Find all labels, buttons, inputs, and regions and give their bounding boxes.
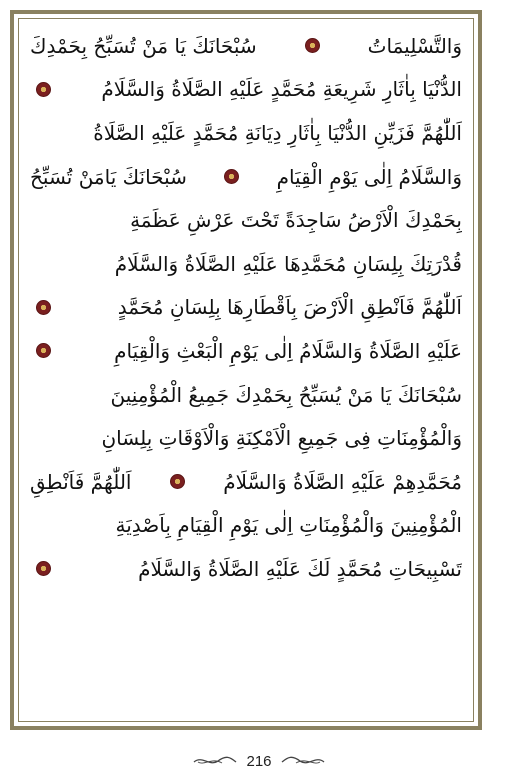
rosette-icon bbox=[36, 561, 51, 576]
text-segment: وَالتَّسْلِيمَاتُ bbox=[367, 33, 462, 58]
text-line bbox=[30, 24, 462, 68]
rosette-icon bbox=[36, 343, 51, 358]
text-segment: مُحَمَّدِهِمْ عَلَيْهِ الصَّلَاةُ وَالسَّلَامُ bbox=[223, 469, 462, 494]
text-segment: الْمُؤْمِنِينَ وَالْمُؤْمِنَاتِ اِلٰى يَوْمِ الْقِيَامِ بِاَصْدِيَةِ bbox=[115, 513, 462, 538]
text-line bbox=[30, 111, 462, 155]
text-segment: قُدْرَتِكَ بِلِسَانِ مُحَمَّدِهَا عَلَيْهِ الصَّلَاةُ وَالسَّلَامُ bbox=[114, 251, 462, 276]
rosette-icon bbox=[224, 169, 239, 184]
text-line bbox=[30, 460, 462, 504]
text-segment: سُبْحَانَكَ يَا مَنْ تُسَبِّحُ بِحَمْدِكَ bbox=[30, 33, 257, 58]
text-segment: وَالسَّلَامُ اِلٰى يَوْمِ الْقِيَامِ bbox=[276, 164, 462, 189]
rosette-icon bbox=[305, 38, 320, 53]
text-line bbox=[30, 286, 462, 330]
text-segment: اَللّٰهُمَّ فَاَنْطِقِ bbox=[30, 469, 132, 494]
text-segment: اَللّٰهُمَّ فَزَيِّنِ الدُّنْيَا بِاٰثَارِ دِيَانَةِ مُحَمَّدٍ عَلَيْهِ الصَّلَاةُ bbox=[93, 120, 462, 145]
left-ornament-icon bbox=[192, 753, 238, 769]
text-line bbox=[30, 329, 462, 373]
text-line bbox=[30, 504, 462, 548]
text-segment: الدُّنْيَا بِاٰثَارِ شَرِيعَةِ مُحَمَّدٍ عَلَيْهِ الصَّلَاةُ وَالسَّلَامُ bbox=[101, 77, 462, 102]
rosette-icon bbox=[36, 300, 51, 315]
text-segment: عَلَيْهِ الصَّلَاةُ وَالسَّلَامُ اِلٰى يَوْمِ الْبَعْثِ وَالْقِيَامِ bbox=[114, 338, 462, 363]
text-line bbox=[30, 155, 462, 199]
text-line bbox=[30, 373, 462, 417]
text-segment: سُبْحَانَكَ يَامَنْ تُسَبِّحُ bbox=[30, 164, 187, 189]
text-segment: وَالْمُؤْمِنَاتِ فِى جَمِيعِ الْاَمْكِنَةِ وَالْاَوْقَاتِ بِلِسَانِ bbox=[101, 426, 462, 451]
text-segment: سُبْحَانَكَ يَا مَنْ يُسَبِّحُ بِحَمْدِكَ جَمِيعُ الْمُؤْمِنِينَ bbox=[110, 382, 462, 407]
rosette-icon bbox=[170, 474, 185, 489]
arabic-text-block bbox=[30, 24, 462, 684]
right-ornament-icon bbox=[280, 753, 326, 769]
text-line bbox=[30, 242, 462, 286]
text-line bbox=[30, 416, 462, 460]
text-segment: اَللّٰهُمَّ فَاَنْطِقِ الْاَرْضَ بِاَقْطَارِهَا بِلِسَانِ مُحَمَّدٍ bbox=[117, 295, 462, 320]
text-segment: بِحَمْدِكَ الْاَرْضُ سَاجِدَةً تَحْتَ عَرْشِ عَظَمَةِ bbox=[130, 208, 462, 233]
text-line bbox=[30, 547, 462, 591]
text-segment: تَسْبِيحَاتِ مُحَمَّدٍ لَكَ عَلَيْهِ الصَّلَاةُ وَالسَّلَامُ bbox=[138, 556, 462, 581]
text-line bbox=[30, 68, 462, 112]
page-footer bbox=[0, 748, 518, 774]
text-line bbox=[30, 198, 462, 242]
page-number: 216 bbox=[246, 752, 272, 770]
rosette-icon bbox=[36, 82, 51, 97]
